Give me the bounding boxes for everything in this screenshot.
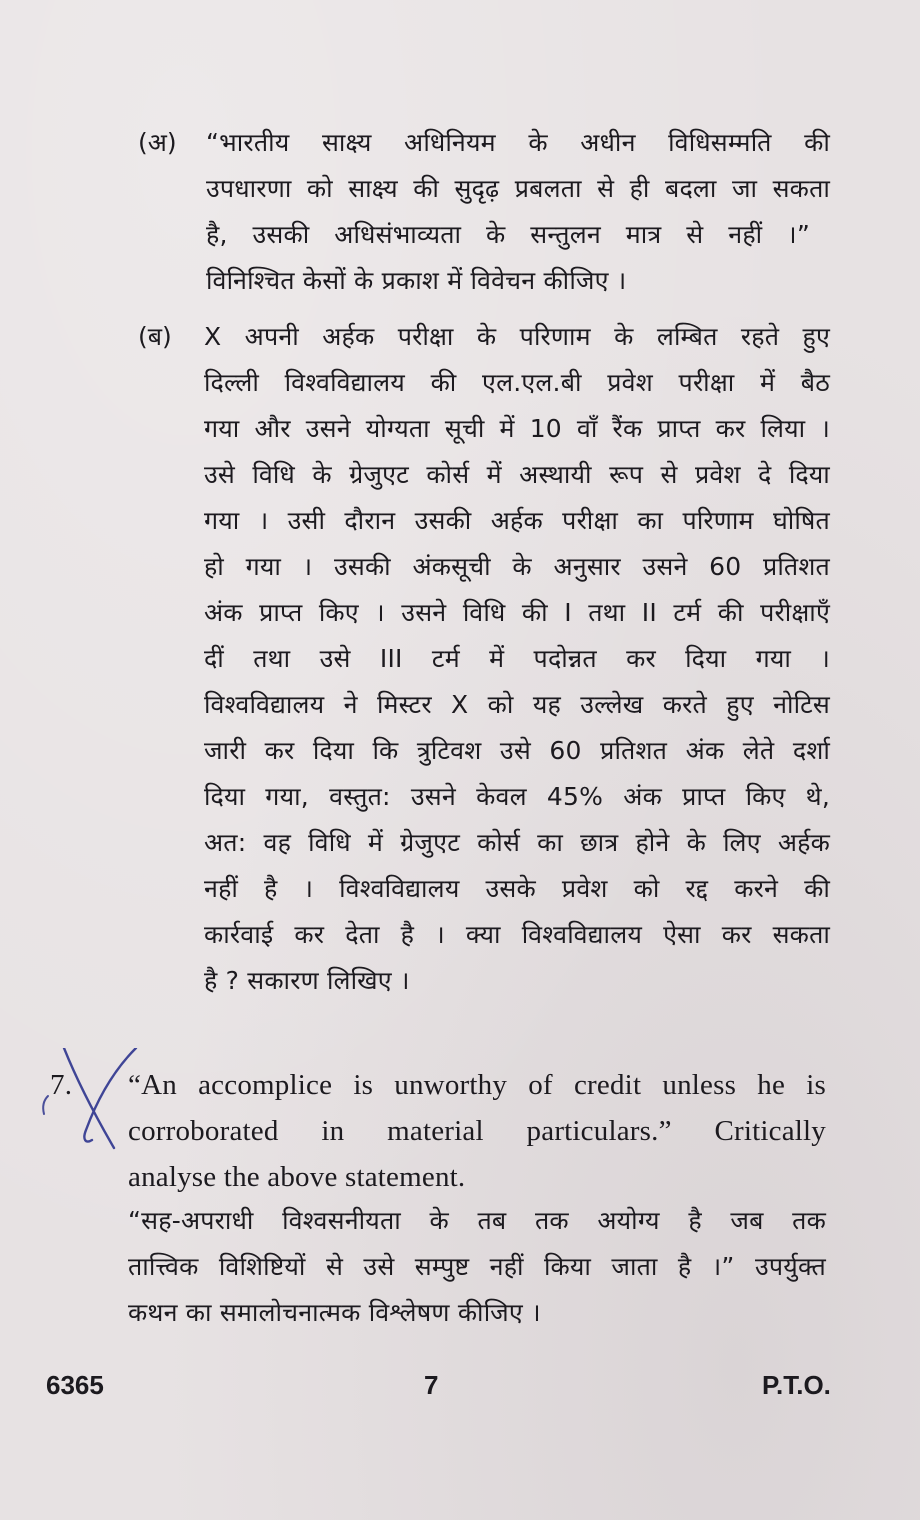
part-b-line: उसे विधि के ग्रेजुएट कोर्स में अस्थायी रूप से प्रवेश दे दिया [204, 460, 830, 489]
part-b-line: नहीं है । विश्वविद्यालय उसके प्रवेश को रद्द करने की [204, 874, 830, 903]
part-b-line: दिल्ली विश्वविद्यालय की एल.एल.बी प्रवेश परीक्षा में बैठ [204, 368, 830, 397]
part-b-line: दीं तथा उसे III टर्म में पदोन्नत कर दिया गया । [204, 644, 830, 673]
part-b-line: गया । उसी दौरान उसकी अर्हक परीक्षा का परिणाम घोषित [204, 506, 830, 535]
q7-english-line: corroborated in material particulars.” Critically [128, 1115, 826, 1147]
part-b-line: दिया गया, वस्तुत: उसने केवल 45% अंक प्राप्त किए थे, [204, 782, 830, 811]
q7-hindi-line: कथन का समालोचनात्मक विश्लेषण कीजिए । [128, 1298, 541, 1327]
part-b-label: (ब) [138, 322, 172, 351]
part-b-line: अंक प्राप्त किए । उसने विधि की I तथा II टर्म की परीक्षाएँ [204, 598, 830, 627]
part-a-line: है, उसकी अधिसंभाव्यता के सन्तुलन मात्र से नहीं ।” [206, 220, 810, 249]
part-b-line: कार्रवाई कर देता है । क्या विश्वविद्यालय ऐसा कर सकता [204, 920, 830, 949]
part-b-line: है ? सकारण लिखिए । [204, 966, 410, 995]
question-7-english [128, 1062, 826, 1200]
question-7-number: 7. [50, 1069, 73, 1101]
paper-code: 6365 [46, 1370, 104, 1400]
page-number: 7 [424, 1370, 439, 1400]
part-b-line: जारी कर दिया कि त्रुटिवश उसे 60 प्रतिशत अंक लेते दर्शा [204, 736, 830, 765]
part-b-line: गया और उसने योग्यता सूची में 10 वाँ रैंक प्राप्त कर लिया । [204, 414, 830, 443]
part-a-line: विनिश्चित केसों के प्रकाश में विवेचन कीजिए । [206, 266, 627, 295]
part-b-text [204, 314, 830, 1004]
q7-english-line: analyse the above statement. [128, 1161, 466, 1193]
part-a-text [206, 120, 830, 304]
q7-hindi-line: तात्त्विक विशिष्टियों से उसे सम्पुष्ट नहीं किया जाता है ।” उपर्युक्त [128, 1252, 826, 1281]
part-b-line: X अपनी अर्हक परीक्षा के परिणाम के लम्बित रहते हुए [204, 322, 830, 351]
part-b-line: हो गया । उसकी अंकसूची के अनुसार उसने 60 प्रतिशत [204, 552, 830, 581]
q7-hindi-line: “सह-अपराधी विश्वसनीयता के तब तक अयोग्य है जब तक [128, 1206, 826, 1235]
part-b-line: विश्वविद्यालय ने मिस्टर X को यह उल्लेख करते हुए नोटिस [204, 690, 830, 719]
please-turn-over: P.T.O. [762, 1370, 831, 1400]
part-b-line: अत: वह विधि में ग्रेजुएट कोर्स का छात्र होने के लिए अर्हक [204, 828, 830, 857]
q7-english-line: “An accomplice is unworthy of credit unless he is [128, 1069, 826, 1101]
part-a-line: उपधारणा को साक्ष्य की सुदृढ़ प्रबलता से ही बदला जा सकता [206, 174, 830, 203]
question-7-hindi [128, 1198, 826, 1336]
part-a-line: “भारतीय साक्ष्य अधिनियम के अधीन विधिसम्मति की [206, 128, 830, 157]
part-a-label: (अ) [138, 128, 177, 157]
